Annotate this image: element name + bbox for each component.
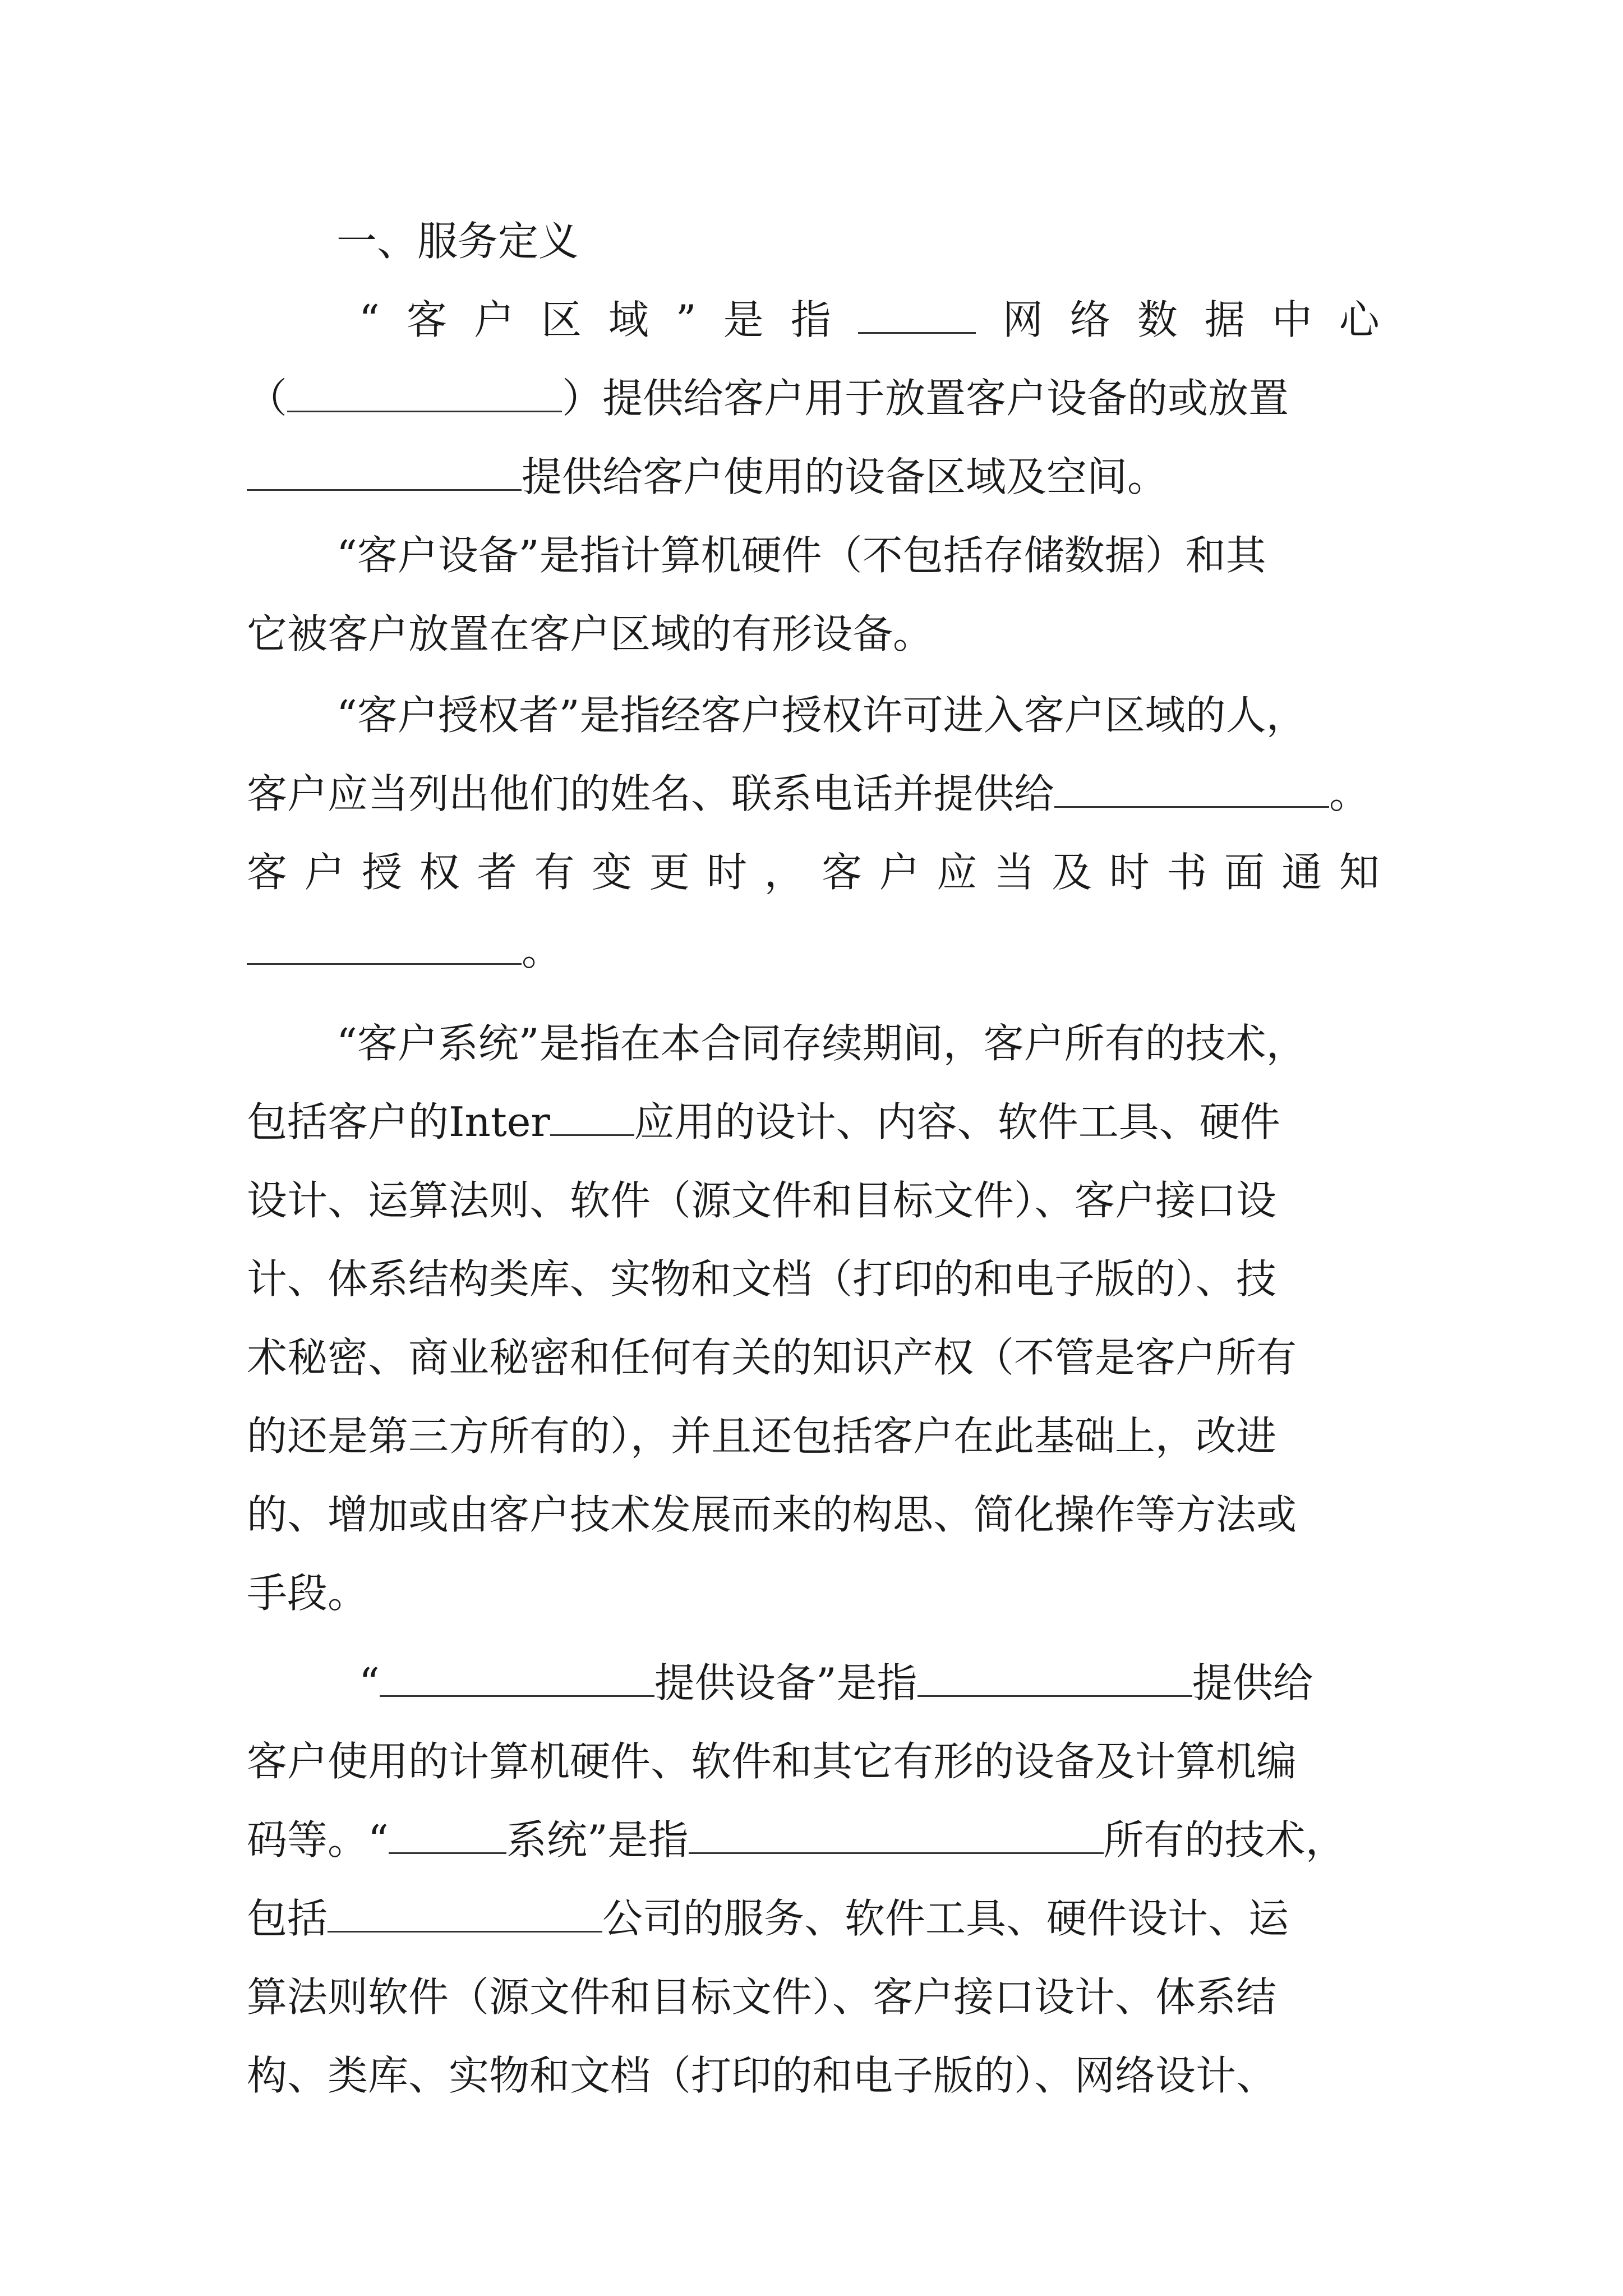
customer-area-line-1 (359, 280, 1380, 359)
blank-line (247, 457, 522, 491)
text-run: 区 (541, 296, 582, 343)
text-run: 户 (879, 849, 920, 896)
text-run: 授 (362, 849, 403, 896)
text-run: 更 (649, 849, 690, 896)
text-run: 是 (723, 296, 764, 343)
text-run: 当 (994, 849, 1035, 896)
text-run: 包括 (247, 1895, 328, 1942)
customer-system-line-5 (247, 1318, 1380, 1397)
customer-system-line-3 (247, 1161, 1380, 1240)
text-run: 客 (822, 849, 863, 896)
provided-equipment-line-3 (247, 1801, 1380, 1879)
text-run: 户 (473, 296, 514, 343)
text-run: 计、体系结构类库、实物和文档（打印的和电子版的）、技 (247, 1255, 1277, 1303)
text-run: 变 (592, 849, 633, 896)
customer-system-line-2 (247, 1083, 1380, 1161)
text-run: 书 (1166, 849, 1207, 896)
text-run: 客户应当列出他们的姓名、联系电话并提供给 (247, 770, 1055, 817)
customer-system-line-8 (247, 1554, 1380, 1632)
text-run: 提供设备”是指 (654, 1659, 917, 1706)
text-run: 面 (1224, 849, 1265, 896)
blank-line (550, 1102, 634, 1136)
blank-line (917, 1663, 1192, 1697)
text-run: 的还是第三方所有的），并且还包括客户在此基础上，改进 (247, 1412, 1277, 1460)
blank-line (1054, 774, 1329, 808)
text-run: 应用的设计、内容、软件工具、硬件 (634, 1098, 1280, 1145)
customer-system-line-4 (247, 1240, 1380, 1318)
blank-line (247, 931, 522, 965)
text-run: 通 (1281, 849, 1322, 896)
text-run: 知 (1339, 849, 1380, 896)
section-heading (336, 202, 1469, 280)
provided-equipment-line-4 (247, 1879, 1380, 1958)
text-run: 客 (406, 296, 447, 343)
text-run: 设计、运算法则、软件（源文件和目标文件）、客户接口设 (247, 1177, 1277, 1224)
text-run: 。 (1329, 770, 1370, 817)
text-run: 系统”是指 (506, 1816, 689, 1864)
text-run: 。 (522, 927, 562, 974)
blank-line (689, 1820, 1104, 1854)
text-run: 手段。 (247, 1570, 368, 1617)
customer-equipment-line-1 (336, 516, 1380, 595)
text-run: 所有的技术， (1103, 1816, 1346, 1864)
blank-line (389, 1820, 506, 1854)
text-run: 数 (1137, 296, 1178, 343)
text-run: 术秘密、商业秘密和任何有关的知识产权（不管是客户所有 (247, 1334, 1297, 1381)
text-run: 时 (1109, 849, 1150, 896)
text-run: “客户设备”是指计算机硬件（不包括存储数据）和其 (336, 532, 1266, 579)
text-run: “客户授权者”是指经客户授权许可进入客户区域的人， (336, 692, 1307, 739)
text-run: 客户使用的计算机硬件、软件和其它有形的设备及计算机编 (247, 1738, 1297, 1785)
blank-line (328, 1898, 602, 1932)
text-run: 者 (477, 849, 518, 896)
text-run: 应 (937, 849, 978, 896)
blank-line (380, 1663, 654, 1697)
customer-area-line-2 (247, 359, 1380, 438)
text-run: 码等。“ (247, 1816, 389, 1864)
text-run: 据 (1204, 296, 1245, 343)
customer-authorized-line-4 (247, 912, 1380, 990)
text-run: ， (764, 849, 805, 896)
text-run: 提供给 (1192, 1659, 1313, 1706)
customer-system-line-7 (247, 1475, 1380, 1554)
text-run: 域 (608, 296, 649, 343)
text-run: 络 (1069, 296, 1110, 343)
customer-authorized-line-1 (336, 676, 1380, 754)
blank-line (287, 378, 562, 412)
text-run: 公司的服务、软件工具、硬件设计、运 (602, 1895, 1289, 1942)
text-run: （ (247, 375, 288, 422)
text-run: 中 (1271, 296, 1312, 343)
text-run: 有 (534, 849, 575, 896)
provided-equipment-line-2 (247, 1722, 1380, 1801)
section-heading-text: 一、服务定义 (336, 218, 579, 265)
text-run: 提供给客户使用的设备区域及空间。 (522, 453, 1168, 500)
customer-equipment-line-2 (247, 595, 1380, 673)
text-run: 权 (419, 849, 460, 896)
customer-system-line-1 (336, 1004, 1380, 1083)
text-run: 及 (1052, 849, 1092, 896)
provided-equipment-line-6 (247, 2036, 1380, 2115)
text-run: “客户系统”是指在本合同存续期间，客户所有的技术， (336, 1020, 1307, 1067)
text-run: ” (675, 296, 697, 343)
provided-equipment-line-1 (359, 1644, 1380, 1722)
provided-equipment-line-5 (247, 1958, 1380, 2036)
text-run: 客 (247, 849, 288, 896)
customer-area-line-3 (247, 438, 1380, 516)
text-run: 包括客户的Inter (247, 1098, 550, 1145)
text-run: 的、增加或由客户技术发展而来的构思、简化操作等方法或 (247, 1491, 1297, 1538)
blank-line (858, 300, 976, 334)
text-run: 算法则软件（源文件和目标文件）、客户接口设计、体系结 (247, 1973, 1277, 2021)
text-run: “ (359, 1659, 380, 1706)
text-run: “ (359, 296, 380, 343)
text-run: 户 (304, 849, 345, 896)
text-run: 时 (707, 849, 748, 896)
customer-system-line-6 (247, 1397, 1380, 1475)
text-run: 它被客户放置在客户区域的有形设备。 (247, 610, 934, 657)
text-run: 构、类库、实物和文档（打印的和电子版的）、网络设计、 (247, 2052, 1277, 2099)
text-run: ）提供给客户用于放置客户设备的或放置 (562, 375, 1289, 422)
text-run: 指 (790, 296, 831, 343)
text-run: 网 (1002, 296, 1043, 343)
text-run: 心 (1339, 296, 1380, 343)
customer-authorized-line-3 (247, 833, 1380, 912)
customer-authorized-line-2 (247, 754, 1380, 833)
